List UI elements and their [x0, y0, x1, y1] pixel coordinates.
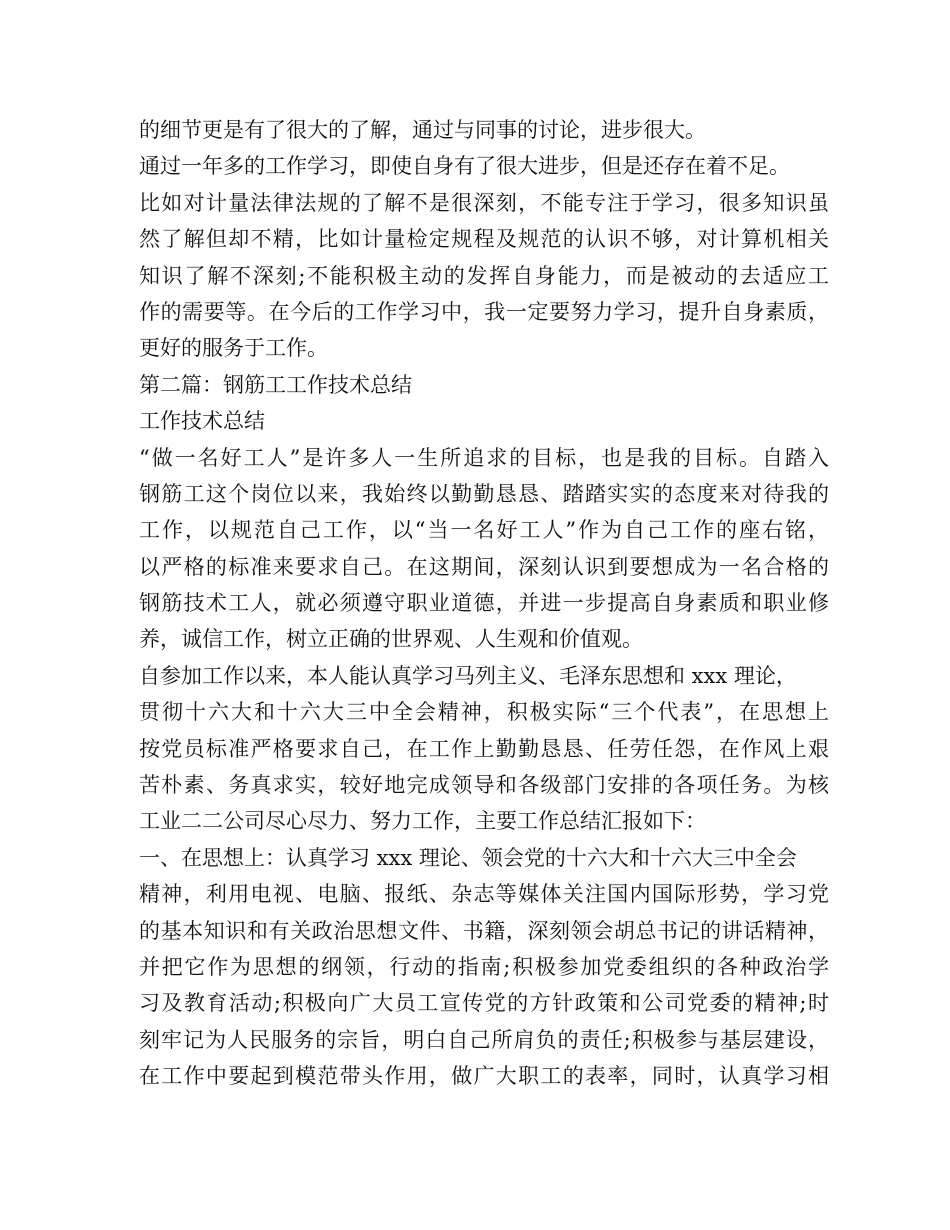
text-line: 工业二二公司尽心尽力、努力工作，主要工作总结汇报如下：	[139, 809, 706, 834]
document-body	[139, 112, 829, 1095]
text-line: 比如对计量法律法规的了解不是很深刻，不能专注于学习，很多知识虽	[139, 190, 829, 215]
text-line: 刻牢记为人民服务的宗旨，明白自己所肩负的责任;积极参与基层建设，	[139, 1027, 829, 1052]
text-line: 养，诚信工作，树立正确的世界观、人生观和价值观。	[139, 627, 643, 652]
text-line: 苦朴素、务真求实，较好地完成领导和各级部门安排的各项任务。为核	[139, 773, 829, 798]
text-line: 工作技术总结	[139, 409, 265, 434]
text-line: 的基本知识和有关政治思想文件、书籍，深刻领会胡总书记的讲话精神，	[139, 918, 829, 943]
text-line: 然了解但却不精，比如计量检定规程及规范的认识不够，对计算机相关	[139, 227, 829, 252]
text-line: 精神，利用电视、电脑、报纸、杂志等媒体关注国内国际形势，学习党	[139, 882, 829, 907]
text-line: 钢筋技术工人，就必须遵守职业道德，并进一步提高自身素质和职业修	[139, 591, 829, 616]
text-line: 一、在思想上：认真学习 xxx 理论、领会党的十六大和十六大三中全会	[139, 845, 797, 870]
text-line: 通过一年多的工作学习，即使自身有了很大进步，但是还存在着不足。	[139, 154, 790, 179]
text-line: 第二篇：钢筋工工作技术总结	[139, 372, 412, 397]
text-line: 的细节更是有了很大的了解，通过与同事的讨论，进步很大。	[139, 118, 706, 142]
text-line: 钢筋工这个岗位以来，我始终以勤勤恳恳、踏踏实实的态度来对待我的	[139, 481, 829, 506]
text-line: “做一名好工人”是许多人一生所追求的目标，也是我的目标。自踏入	[139, 445, 829, 470]
text-line: 更好的服务于工作。	[139, 336, 328, 361]
text-line: 贯彻十六大和十六大三中全会精神，积极实际“三个代表”，在思想上	[139, 700, 829, 725]
text-line: 在工作中要起到模范带头作用，做广大职工的表率，同时，认真学习相	[139, 1064, 829, 1089]
text-line: 并把它作为思想的纲领，行动的指南;积极参加党委组织的各种政治学	[139, 954, 829, 979]
text-line: 知识了解不深刻;不能积极主动的发挥自身能力，而是被动的去适应工	[139, 263, 829, 288]
text-line: 作的需要等。在今后的工作学习中，我一定要努力学习，提升自身素质，	[139, 299, 829, 324]
text-line: 按党员标准严格要求自己，在工作上勤勤恳恳、任劳任怨，在作风上艰	[139, 736, 829, 761]
text-line: 习及教育活动;积极向广大员工宣传党的方针政策和公司党委的精神;时	[139, 991, 829, 1016]
text-line: 以严格的标准来要求自己。在这期间，深刻认识到要想成为一名合格的	[139, 554, 829, 579]
text-line: 工作，以规范自己工作，以“当一名好工人”作为自己工作的座右铭，	[139, 518, 829, 543]
text-line: 自参加工作以来，本人能认真学习马列主义、毛泽东思想和 xxx 理论，	[139, 663, 797, 688]
